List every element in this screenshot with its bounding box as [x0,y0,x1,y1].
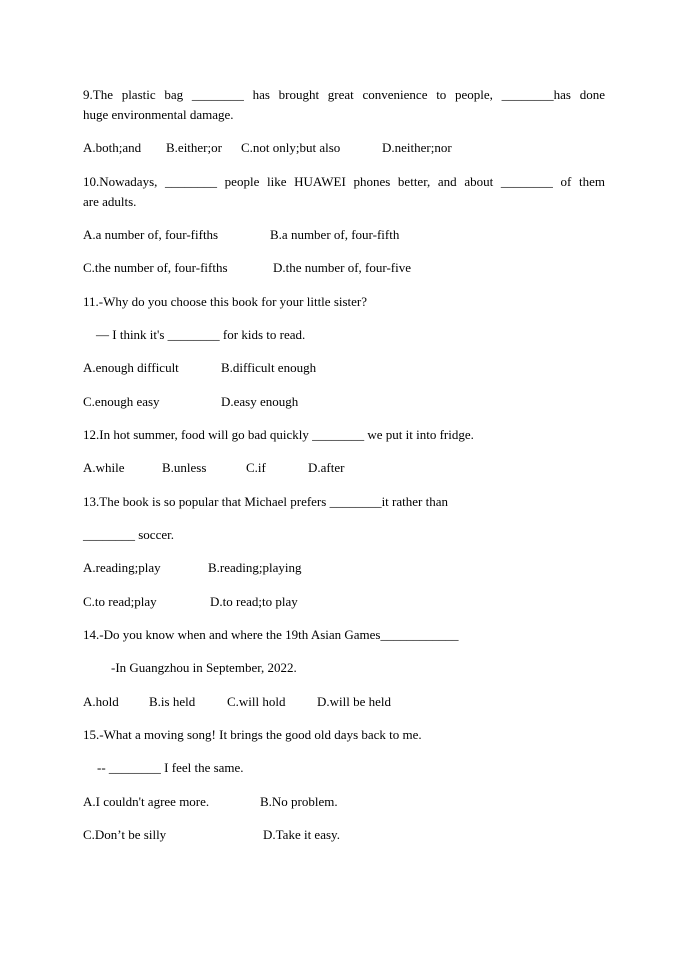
q9-stem-line1: 9.The plastic bag ________ has brought great convenience to people, ________has done [83,87,605,102]
q12-option-a: A.while [83,460,125,475]
q15-option-a: A.I couldn't agree more. [83,794,210,809]
q14-option-a: A.hold [83,694,119,709]
q11-option-b: B.difficult enough [221,360,317,375]
q14-option-d: D.will be held [317,694,392,709]
q11-option-d: D.easy enough [221,394,299,409]
q10-option-d: D.the number of, four-five [273,260,411,275]
q14-option-b: B.is held [149,694,196,709]
q15-stem-line2: -- ________ I feel the same. [97,760,244,775]
q13-option-d: D.to read;to play [210,594,298,609]
q13-option-b: B.reading;playing [208,560,302,575]
q10-option-a: A.a number of, four-fifths [83,227,219,242]
q13-option-a: A.reading;play [83,560,161,575]
q13-option-c: C.to read;play [83,594,157,609]
q9-option-a: A.both;and [83,140,142,155]
q14-stem-line2: -In Guangzhou in September, 2022. [111,660,297,675]
q13-stem-line1: 13.The book is so popular that Michael prefers ________it rather than [83,494,448,509]
q15-option-d: D.Take it easy. [263,827,340,842]
q9-option-d: D.neither;nor [382,140,452,155]
q10-stem-line1: 10.Nowadays, ________ people like HUAWEI phones better, and about ________ of them [83,174,605,189]
q9-option-c: C.not only;but also [241,140,341,155]
q15-stem-line1: 15.-What a moving song! It brings the good old days back to me. [83,727,422,742]
q13-stem-line2: ________ soccer. [83,527,174,542]
q10-stem-line2: are adults. [83,194,137,209]
q9-option-b: B.either;or [166,140,222,155]
q11-stem-line2: — I think it's ________ for kids to read. [96,327,306,342]
q12-option-c: C.if [246,460,266,475]
q12-stem: 12.In hot summer, food will go bad quickly ________ we put it into fridge. [83,427,474,442]
q9-stem-line2: huge environmental damage. [83,107,234,122]
q10-option-c: C.the number of, four-fifths [83,260,228,275]
q10-option-b: B.a number of, four-fifth [270,227,400,242]
q15-option-b: B.No problem. [260,794,338,809]
q12-option-b: B.unless [162,460,207,475]
q11-option-c: C.enough easy [83,394,160,409]
q15-option-c: C.Don’t be silly [83,827,167,842]
q11-option-a: A.enough difficult [83,360,179,375]
q12-option-d: D.after [308,460,345,475]
q14-option-c: C.will hold [227,694,286,709]
q11-stem-line1: 11.-Why do you choose this book for your little sister? [83,294,368,309]
q14-stem-line1: 14.-Do you know when and where the 19th Asian Games____________ [83,627,459,642]
